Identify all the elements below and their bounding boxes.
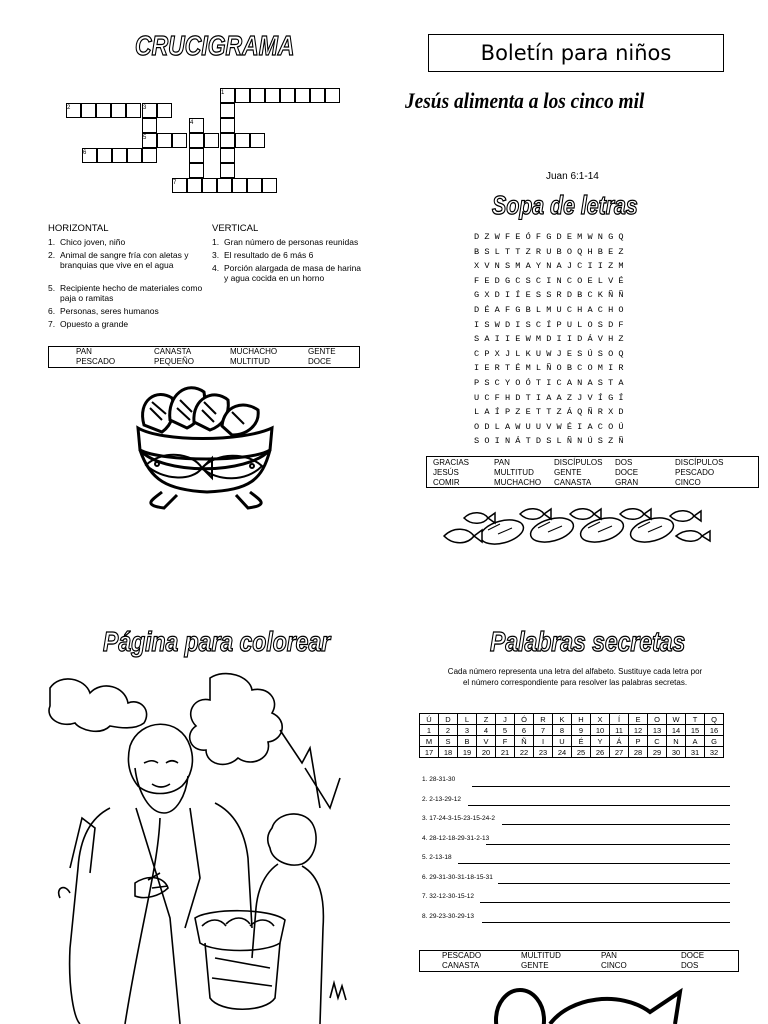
jesus-boy-coloring-illustration [40,668,370,1024]
crossword-number: 6 [83,150,87,156]
horizontal-clues: 1. Chico joven, niño 2. Animal de sangre fría con aletas y branquias que vive en el agua 5. Recipiente hecho de materiales como paja o ramitas 6. Personas, seres humanos 7. Opuesto a grande [48,237,203,329]
secret-code: 1. 28-31-30 [422,776,456,783]
vertical-heading: VERTICAL [212,223,259,234]
crossword-title: CRUCIGRAMA [135,30,295,61]
cipher-numbers-row-2: 17 18 19 20 21 22 23 24 25 26 27 28 29 30 31 32 [420,747,724,758]
secret-instructions: Cada número representa una letra del alfabeto. Sustituye cada letra por el número correspondiente para resolver las palabras secretas. [447,667,703,687]
bread-fish-basket-illustration [132,380,282,515]
secret-words-title: Palabras secretas [490,626,686,657]
crossword-number: 1 [221,90,225,96]
crossword-number: 3 [143,105,147,111]
cipher-letters-row-2: M S B V F Ñ I U É Y Á P C N A G [420,736,724,747]
secret-code: 5. 2-13-18 [422,854,452,861]
loaves-fishes-illustration [440,502,715,552]
cipher-letters-row-1: Ú D L Z J Ó R K H X Í E O W T Q [420,714,724,725]
word-search-grid: D Z W F E Ó F G D E M W N G Q B S L T T Z R U B O Q H B E Z X V N S M A Y N A J C I I Z M F E D G C S C I N C O E L V É G X D I Í E S S R D B C K Ñ Ñ D É A F G B L M U C H A C H O I S W D I S C Í P U L O S D F S A I I E W M D I I D Á V H Z C P X J L K U W J E S Ú S O Q I E R T É M L Ñ O B C O M I R P S C Y O Ó T I C A N A S T A U C F H D T I A A Z J V Í G Í L A Í P Z E T T Z Á Q Ñ R X D O D L A W U U V W É I A C O Ú S O I N Á T D S L Ñ N Ú S Z Ñ [474,232,624,447]
crossword-number: 2 [67,105,71,111]
fish-bread-illustration [490,982,690,1024]
answer-line[interactable] [458,863,730,864]
word-search-word-bank: GRACIAS PAN DISCÍPULOS DOS DISCÍPULOS JESÚS MULTITUD GENTE DOCE PESCADO COMIR MUCHACHO CANASTA GRAN CINCO [426,456,759,488]
secret-code: 7. 32-12-30-15-12 [422,893,475,900]
vertical-clues: 1. Gran número de personas reunidas 3. El resultado de 6 más 6 4. Porción alargada de masa de harina y agua cocida en un horno [212,237,362,283]
crossword-number: 4 [190,120,194,126]
crossword-word-bank: PAN CANASTA MUCHACHO GENTE PESCADO PEQUEÑO MULTITUD DOCE [48,346,360,368]
secret-codes [422,776,732,936]
answer-line[interactable] [480,902,730,903]
crossword-number: 7 [173,180,177,186]
secret-code: 4. 28-12-18-29-31-2-13 [422,835,490,842]
story-subtitle: Jesús alimenta a los cinco mil [405,88,645,113]
cipher-table [419,713,724,758]
secret-code: 2. 2-13-29-12 [422,796,462,803]
answer-line[interactable] [486,844,730,845]
boletin-title: Boletín para niños [480,41,672,65]
horizontal-heading: HORIZONTAL [48,223,109,234]
secret-code: 6. 29-31-30-31-18-15-31 [422,874,493,881]
word-search-title: Sopa de letras [492,190,638,220]
secret-code: 8. 29-23-30-29-13 [422,913,475,920]
answer-line[interactable] [498,883,730,884]
secret-code: 3. 17-24-3-15-23-15-24-2 [422,815,495,822]
answer-line[interactable] [482,922,730,923]
crossword-grid [0,0,400,220]
boletin-title-box [428,34,724,72]
answer-line[interactable] [502,824,730,825]
secret-word-bank: PESCADO MULTITUD PAN DOCE CANASTA GENTE CINCO DOS [419,950,739,972]
scripture-reference: Juan 6:1-14 [546,171,599,182]
cipher-numbers-row-1: 1 2 3 4 5 6 7 8 9 10 11 12 13 14 15 16 [420,725,724,736]
coloring-title: Página para colorear [103,626,331,657]
answer-line[interactable] [468,805,730,806]
crossword-number: 5 [143,135,147,141]
answer-line[interactable] [472,786,730,787]
